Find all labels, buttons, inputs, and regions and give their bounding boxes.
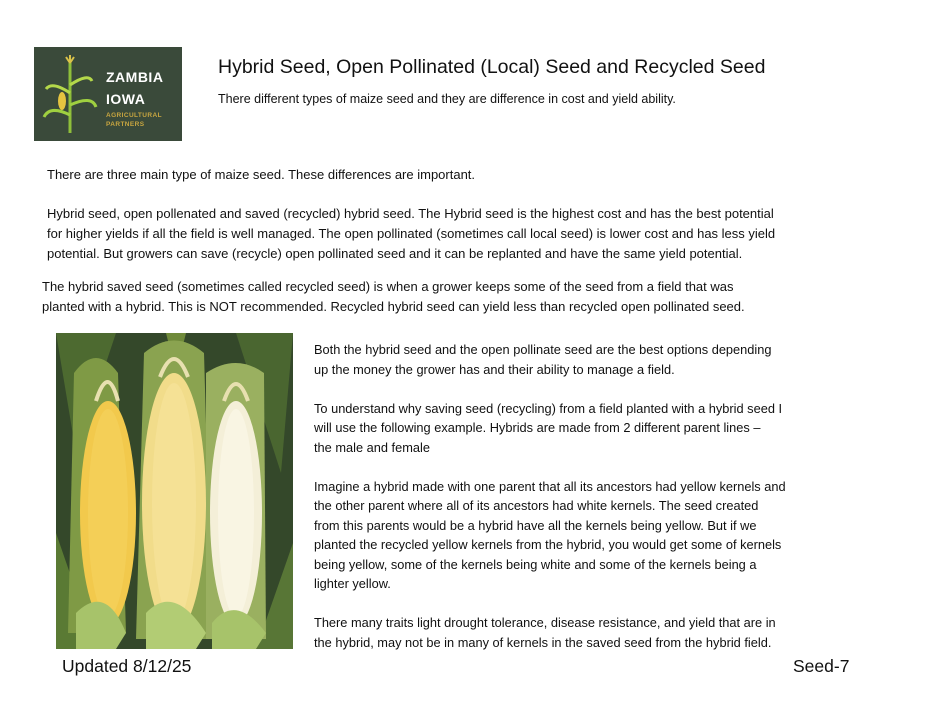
updated-date: Updated 8/12/25 <box>62 656 192 676</box>
explanation-block <box>314 340 894 652</box>
paragraph-line: To understand why saving seed (recycling) from a field planted with a hybrid seed I <box>314 400 783 416</box>
paragraph-line: Imagine a hybrid made with one parent that all its ancestors had yellow kernels and <box>314 478 786 494</box>
corn-plant-icon <box>40 55 100 135</box>
explanation-paragraph <box>314 477 894 594</box>
paragraph-line: planted with a hybrid. This is NOT recommended. Recycled hybrid seed can yield less than recycled open pollinated seed. <box>42 299 745 314</box>
logo-line-zambia: ZAMBIA <box>106 69 164 85</box>
paragraph-line: Hybrid seed, open pollenated and saved (recycled) hybrid seed. The Hybrid seed is the highest cost and has the best potential <box>47 206 774 221</box>
paragraph-line: being yellow, some of the kernels being white and some of the kernels being a <box>314 556 757 572</box>
logo-line-agricultural: AGRICULTURAL <box>106 112 162 119</box>
paragraph-line: There many traits light drought tolerance, disease resistance, and yield that are in <box>314 615 776 630</box>
paragraph-line: the hybrid, may not be in many of kernels in the saved seed from the hybrid field. <box>314 634 772 650</box>
logo-line-partners: PARTNERS <box>106 121 145 128</box>
intro-line: There are three main type of maize seed. These differences are important. <box>47 167 476 182</box>
paragraph-line: up the money the grower has and their ability to manage a field. <box>314 361 675 377</box>
recycled-seed-paragraph <box>42 277 745 317</box>
intro-paragraph <box>47 165 475 185</box>
logo-line-iowa: IOWA <box>106 91 146 107</box>
paragraph-line: will use the following example. Hybrids are made from 2 different parent lines – <box>314 420 761 435</box>
page-identifier: Seed-7 <box>793 656 850 676</box>
paragraph-line: from this parents would be a hybrid have all the kernels being yellow. But if we <box>314 517 757 533</box>
paragraph-line: The hybrid saved seed (sometimes called recycled seed) is when a grower keeps some of the seed from a field that was <box>42 279 734 294</box>
explanation-paragraph <box>314 399 894 458</box>
page-subtitle: There different types of maize seed and they are difference in cost and yield ability. <box>218 92 676 106</box>
paragraph-line: Both the hybrid seed and the open pollinate seed are the best options depending <box>314 342 772 357</box>
paragraph-line: planted the recycled yellow kernels from the hybrid, you would get some of kernels <box>314 537 782 552</box>
explanation-paragraph <box>314 340 894 379</box>
explanation-paragraph <box>314 613 894 652</box>
corn-photo <box>56 333 293 649</box>
paragraph-line: for higher yields if all the field is well managed. The open pollinated (sometimes call local seed) is lower cost and has less yield <box>47 226 776 241</box>
logo <box>34 47 182 141</box>
paragraph-line: the other parent where all of its ancestors had white kernels. The seed created <box>314 498 759 513</box>
paragraph-line: lighter yellow. <box>314 576 391 591</box>
paragraph-line: the male and female <box>314 439 430 455</box>
paragraph-line: potential. But growers can save (recycle) open pollinated seed and it can be replanted and have the same yield potential. <box>47 246 743 261</box>
page-title: Hybrid Seed, Open Pollinated (Local) Seed and Recycled Seed <box>218 56 766 78</box>
seed-types-paragraph <box>47 204 775 264</box>
